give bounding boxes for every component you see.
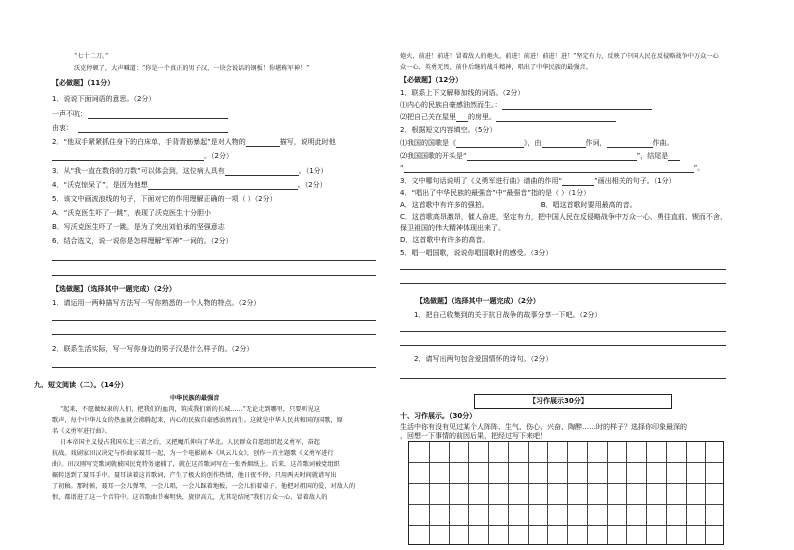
blank[interactable] (607, 140, 653, 148)
answer-line[interactable] (52, 367, 376, 368)
blank[interactable] (542, 140, 586, 148)
writing-prompt-line: 生活中你有没有见过某个人阵阵、生气、伤心、兴奋、陶醉……时的样子？选择你印象最深的 (400, 423, 687, 431)
answer-line[interactable] (52, 260, 376, 261)
article-title: 中华民族的最强音 (170, 395, 220, 402)
optional-question-2: 2．联系生活实际，写一写你身边的男子汉是什么样子的。（2分） (52, 345, 254, 353)
optional-question-1: 1．把自己收集到的关于抗日战争的故事分享一下吧。（2分） (414, 311, 602, 319)
optional-header: 【选做题】（选择其中一题完成）（2分） (416, 297, 540, 305)
question-4: 4．“沃克惊呆了”，是因为他想 。（2分） (52, 181, 327, 189)
question-1-item-1: ⑴内心的民族自豪感油然而生。： (400, 101, 652, 110)
question-2-item-3: “ ”。 (400, 164, 705, 172)
quote-line-2: 沃克停顿了，大声喊道：“你是一个真正的男子汉，一块会说话的钢板！你堪称军神！” (74, 65, 310, 72)
question-3: 3．从“我一直在数你的刀数”可以体会到，这位病人具有 。（1分） (52, 167, 328, 175)
section-10-title: 十、习作展示。（30分） (400, 412, 477, 420)
writing-prompt-line: ，回想一下事情的前因后果，把经过写下来吧！ (400, 432, 547, 440)
blank[interactable] (456, 114, 468, 122)
answer-line[interactable] (52, 275, 376, 276)
question-2-cont: 。（2分） (52, 152, 233, 161)
writing-showcase-label: 【习作展示30分】 (529, 397, 588, 405)
writing-showcase-box (474, 394, 672, 409)
question-2-item-1: ⑴我国的国歌是《 》，由 作词， 作曲。 (400, 139, 674, 147)
question-4-option-c: C．这首歌高昂激昂，催人奋进，坚定有力，把中国人民在反侵略战争中万众一心、勇往直前、锲而不舍、 (400, 213, 727, 221)
answer-line[interactable] (400, 331, 726, 332)
optional-question-2: 2．请写出两句包含爱国情怀的诗句。（2分） (414, 355, 553, 363)
question-5-option-b: B．写沃克医生吓了一跳，是为了突出刘伯承的坚强意志 (52, 223, 225, 231)
article-paragraph-line: 抗战。戏剧家田汉决定与作曲家聂耳一起，为一个电影剧本《风云儿女》，创作一首主题歌《义勇军进行 (52, 450, 334, 457)
question-2: 2．“他双手紧紧抓住身下的白床单，手背青筋暴起”是对人物的 描写，说明此时他 (52, 138, 336, 146)
blank[interactable] (668, 153, 680, 161)
article-paragraph-line: 辗转送到了聂耳手中。聂耳读着这首歌词，产生了极大的创作热情，他日夜不停，只用两天时间就谱写出 (52, 472, 337, 479)
question-1: 1．说说下面词语的意思。（2分） (52, 95, 156, 103)
question-4-option-d: D．这首歌中有许多的高音。 (400, 236, 490, 244)
article-paragraph-line: 了初稿。那时候，聂耳一会儿弹琴，一会儿唱，一会儿踩着地板，一会儿拍着桌子。他把对祖国的爱、对敌人的 (52, 483, 356, 490)
right-column (400, 0, 730, 550)
question-5: 5．唱一唱国歌，说说你唱国歌时的感受。（3分） (400, 249, 553, 257)
blank[interactable] (404, 165, 694, 173)
blank[interactable] (467, 153, 637, 161)
must-do-header: 【必做题】（12分） (400, 76, 463, 84)
question-3: 3．文中哪句话说明了《义勇军进行曲》谱曲的作用“ ”画出相关的句子。（1分） (400, 177, 676, 185)
question-4-option-a: A．这首歌中有许多的强拍。 B．唱这首歌时要用最高的音。 (400, 201, 637, 209)
question-4-option-c-cont: 保卫祖国的伟大精神体现出来了。 (400, 224, 505, 232)
section-9-title: 九、短文阅读（二）。（14分） (34, 381, 128, 389)
blank[interactable] (52, 153, 204, 161)
question-2-item-2: ⑵我国国歌的开头是“ ”，结尾是 (400, 152, 680, 161)
blank[interactable] (148, 182, 298, 190)
question-1-item-2: ⑵把自己关在屋里 的房里。 (400, 113, 616, 122)
article-paragraph-line: 恨，都谱进了这一个音符中。这首歌曲节奏明快，旋律高亢，尤其是结尾“我们万众一心，冒着敌人的 (52, 494, 328, 501)
optional-header: 【选做题】（选择其中一题完成）（2分） (52, 285, 176, 293)
answer-line[interactable] (52, 334, 376, 335)
must-do-header: 【必做题】（11分） (52, 79, 115, 87)
answer-line[interactable] (400, 345, 726, 346)
question-6: 6．结合选文，说一说你是怎样理解“军神”一词的。（2分） (52, 237, 233, 245)
blank[interactable] (456, 140, 524, 148)
answer-line[interactable] (78, 132, 228, 133)
article-continued-line: 众一心、英勇无畏、前仆后继的战斗精神，唱出了中华民族的最强音。 (400, 64, 592, 71)
article-paragraph-line: 曲》。田汉刚写完歌词就被国民党特务逮捕了，就在这首歌词写在一张香烟纸上。后来，这首歌词被党组织 (52, 461, 340, 468)
left-column (34, 0, 378, 550)
blank[interactable] (502, 102, 652, 110)
question-2: 2．根据短文内容填空。（5分） (400, 126, 497, 134)
article-continued-line: 炮火，前进！前进！冒着敌人的炮火，前进！前进！前进！进！”坚定有力，反映了中国人民在反侵略战争中万众一心 (400, 53, 719, 60)
article-paragraph-line: 名《义勇军进行曲》。 (52, 428, 111, 435)
answer-line[interactable] (52, 320, 376, 321)
question-4: 4．“唱出了中华民族的最强音”中“最强音”指的是（ ）（1分） (400, 189, 591, 197)
blank[interactable] (246, 139, 280, 147)
question-5: 5．该文中画波浪线的句子，下面对它的作用理解正确的一项（ ）（2分） (52, 195, 277, 203)
quote-line-1: “七十二刀。” (74, 53, 109, 60)
answer-line[interactable] (88, 118, 228, 119)
article-paragraph-line: 日本帝国主义侵占我国东北三省之后，又把魔爪伸向了华北。人民群众自愿组织起义勇军，奋起 (60, 439, 320, 446)
blank[interactable] (562, 178, 594, 186)
answer-line[interactable] (400, 269, 726, 270)
answer-line[interactable] (400, 378, 726, 379)
writing-grid[interactable] (408, 441, 724, 545)
question-1-b: 由衷： (52, 124, 73, 132)
blank[interactable] (225, 168, 299, 176)
question-1-a: 一声不吭： (52, 110, 87, 118)
optional-question-1: 1．请运用一两种描写方法写一写你熟悉的一个人物的特点。（2分） (52, 299, 261, 307)
question-5-option-a: A．“沃克医生吓了一跳”，表现了沃克医生十分胆小 (52, 209, 212, 217)
blank[interactable] (496, 114, 616, 122)
article-paragraph-line: 歌声，每个中华儿女的热血就会沸腾起来，内心的民族自豪感油然而生。这就是中华人民共和国的国歌，原 (52, 417, 343, 424)
article-paragraph-line: “起来，不愿做奴隶的人们，把我们的血肉，筑成我们新的长城……”无论走到哪里，只要听见这 (60, 406, 321, 413)
question-1: 1．联系上下文解释加线的词语。（2分） (400, 89, 525, 97)
answer-line[interactable] (400, 283, 726, 284)
